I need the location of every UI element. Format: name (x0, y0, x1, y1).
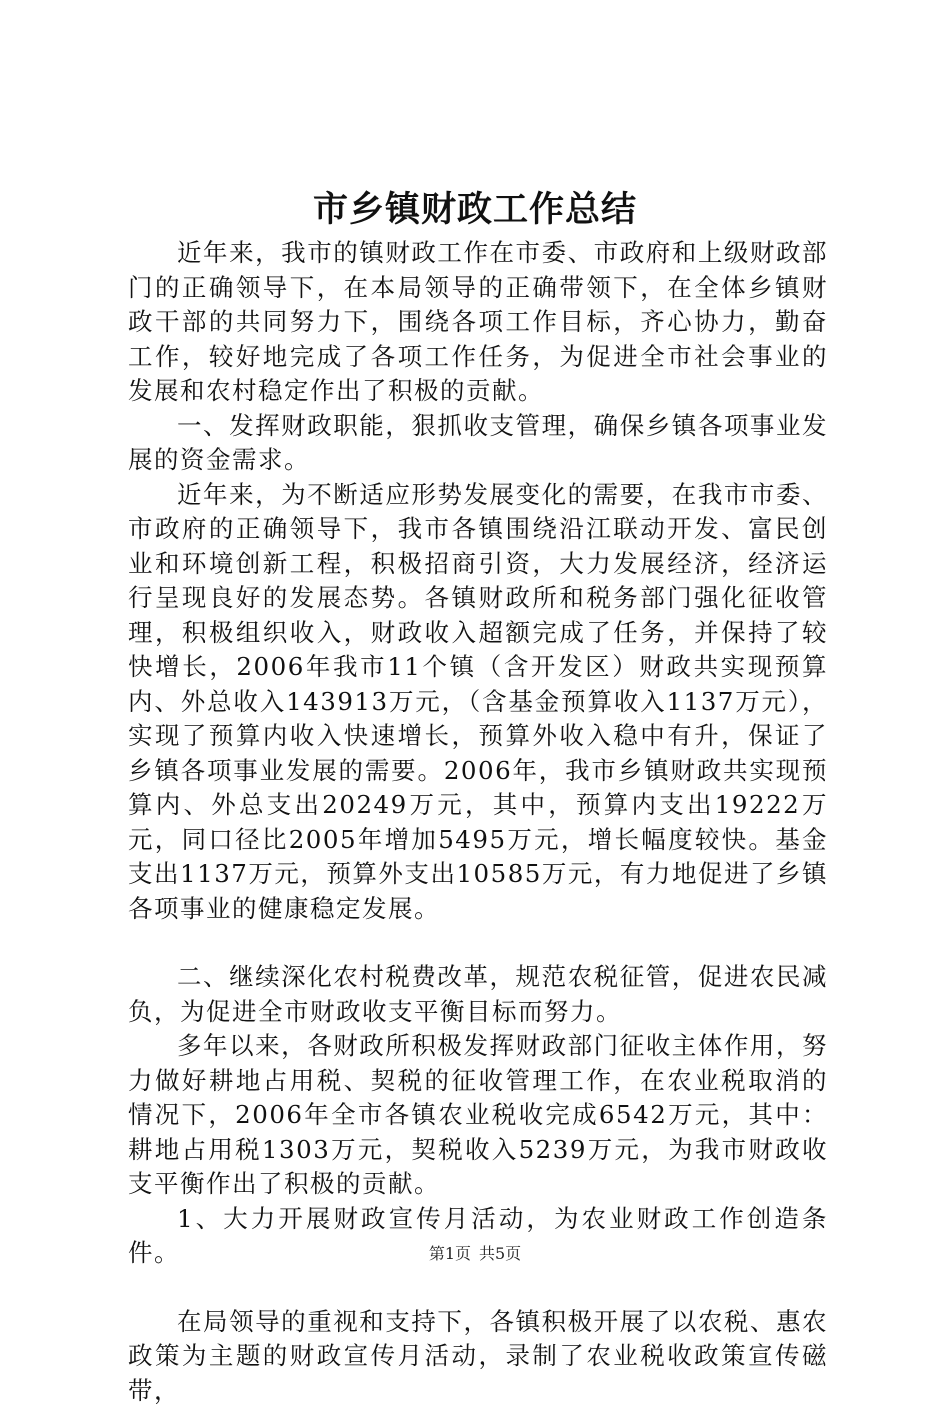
page-footer (0, 1244, 950, 1264)
paragraph-publicity: 在局领导的重视和支持下，各镇积极开展了以农税、惠农政策为主题的财政宣传月活动，录制了农业税收政策宣传磁带， (128, 1305, 828, 1408)
section-heading-2: 二、继续深化农村税费改革，规范农税征管，促进农民减负，为促进全市财政收支平衡目标而努力。 (128, 960, 828, 1029)
paragraph-intro: 近年来，我市的镇财政工作在市委、市政府和上级财政部门的正确领导下，在本局领导的正确带领下，在全体乡镇财政干部的共同努力下，围绕各项工作目标，齐心协力，勤奋工作，较好地完成了各项工作任务，为促进全市社会事业的发展和农村稳定作出了积极的贡献。 (128, 236, 828, 409)
document-body (128, 236, 828, 1408)
section-heading-1: 一、发挥财政职能，狠抓收支管理，确保乡镇各项事业发展的资金需求。 (128, 409, 828, 478)
subsection-heading-1: 1、大力开展财政宣传月活动，为农业财政工作创造条件。 (128, 1202, 828, 1271)
page-total: 共5页 (479, 1244, 521, 1263)
paragraph-tax: 多年以来，各财政所积极发挥财政部门征收主体作用，努力做好耕地占用税、契税的征收管理工作，在农业税取消的情况下，2006年全市各镇农业税收完成6542万元，其中：耕地占用税1303万元，契税收入5239万元，为我市财政收支平衡作出了积极的贡献。 (128, 1029, 828, 1202)
document-title: 市乡镇财政工作总结 (0, 180, 950, 240)
paragraph-revenue: 近年来，为不断适应形势发展变化的需要，在我市市委、市政府的正确领导下，我市各镇围绕沿江联动开发、富民创业和环境创新工程，积极招商引资，大力发展经济，经济运行呈现良好的发展态势。各镇财政所和税务部门强化征收管理，积极组织收入，财政收入超额完成了任务，并保持了较快增长，2006年我市11个镇（含开发区）财政共实现预算内、外总收入143913万元，（含基金预算收入1137万元），实现了预算内收入快速增长，预算外收入稳中有升，保证了乡镇各项事业发展的需要。2006年，我市乡镇财政共实现预算内、外总支出20249万元，其中，预算内支出19222万元，同口径比2005年增加5495万元，增长幅度较快。基金支出1137万元，预算外支出10585万元，有力地促进了乡镇各项事业的健康稳定发展。 (128, 478, 828, 927)
page-number: 第1页 (429, 1244, 471, 1263)
